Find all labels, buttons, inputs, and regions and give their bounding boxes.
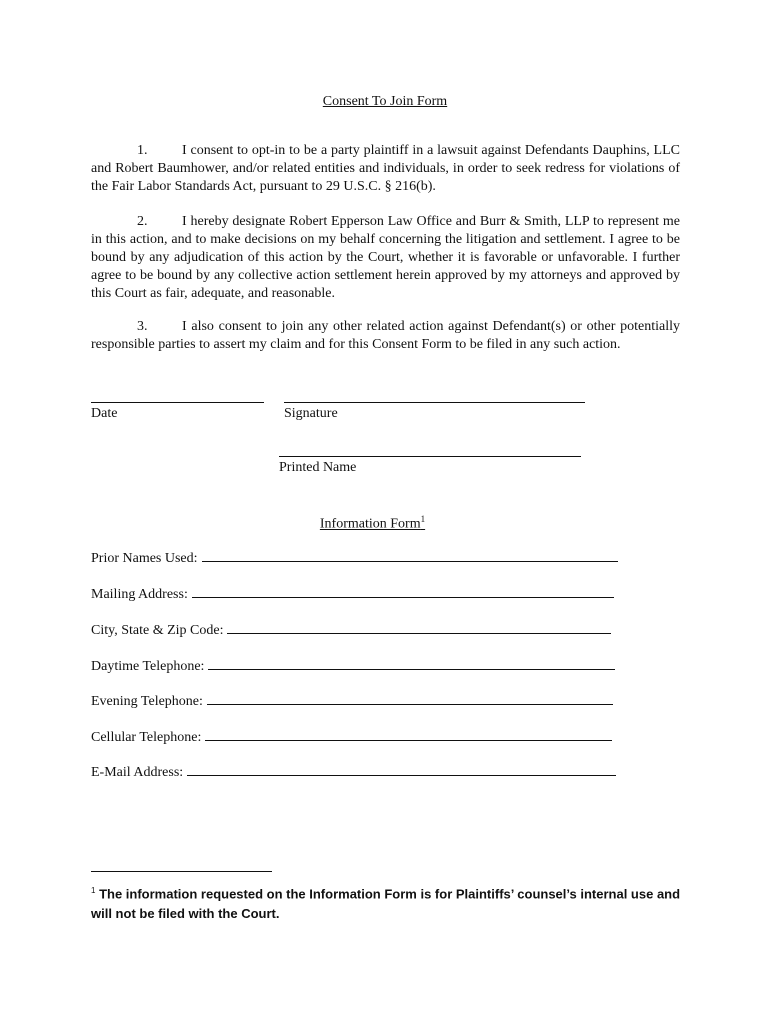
evening-telephone-field [91,692,613,710]
field-label: Evening Telephone: [91,694,203,709]
prior-names-input[interactable] [202,549,618,562]
paragraph-3 [91,318,680,354]
printed-name-line[interactable] [279,456,581,457]
paragraph-text: I consent to opt-in to be a party plaintiff in a lawsuit against Defendants Dauphins, LLC and Robert Baumhower, and/or related entities and individuals, in order to seek redress for violations of the Fair Labor Standards Act, pursuant to 29 U.S.C. § 216(b). [91,143,680,194]
field-label: City, State & Zip Code: [91,623,224,638]
cellular-telephone-input[interactable] [205,728,612,741]
field-label: Daytime Telephone: [91,659,205,674]
signature-line[interactable] [284,402,585,403]
paragraph-2 [91,213,680,303]
information-form-title-text: Information Form [319,516,421,532]
city-state-zip-field [91,621,611,639]
date-label: Date [91,406,118,421]
footnote-text: The information requested on the Information Form is for Plaintiffs’ counsel’s internal use and will not be filed with the Court. [91,886,681,922]
paragraph-number: 3. [137,319,148,334]
daytime-telephone-input[interactable] [208,657,615,670]
email-address-input[interactable] [187,763,616,776]
cellular-telephone-field [91,728,612,746]
form-title: Consent To Join Form [322,94,448,109]
paragraph-text: I also consent to join any other related action against Defendant(s) or other potentially responsible parties to assert my claim and for this Consent Form to be filed in any such action. [91,319,680,352]
evening-telephone-input[interactable] [207,692,613,705]
signature-label: Signature [284,406,338,421]
footnote-marker: 1 [420,514,426,524]
paragraph-text: I hereby designate Robert Epperson Law Office and Burr & Smith, LLP to represent me in this action, and to make decisions on my behalf concerning the litigation and settlement. I agree to be bound by any adjudication of this action by the Court, whether it is favorable or unfavorable. I further agree to be bound by any collective action settlement herein approved by my attorneys and approved by this Court as fair, adequate, and reasonable. [91,214,680,301]
city-state-zip-input[interactable] [227,621,611,634]
paragraph-number: 2. [137,214,148,229]
email-address-field [91,763,616,781]
printed-name-label: Printed Name [279,460,357,475]
footnote [91,881,681,924]
information-form-title [0,514,745,533]
footnote-separator [91,871,272,872]
daytime-telephone-field [91,657,615,675]
field-label: Cellular Telephone: [91,730,202,745]
date-line[interactable] [91,402,264,403]
paragraph-number: 1. [137,143,148,158]
mailing-address-field [91,585,614,603]
field-label: Mailing Address: [91,587,188,602]
prior-names-field [91,549,618,567]
field-label: Prior Names Used: [91,551,198,566]
footnote-number: 1 [91,886,96,895]
mailing-address-input[interactable] [192,585,614,598]
field-label: E-Mail Address: [91,765,184,780]
paragraph-1 [91,142,680,196]
